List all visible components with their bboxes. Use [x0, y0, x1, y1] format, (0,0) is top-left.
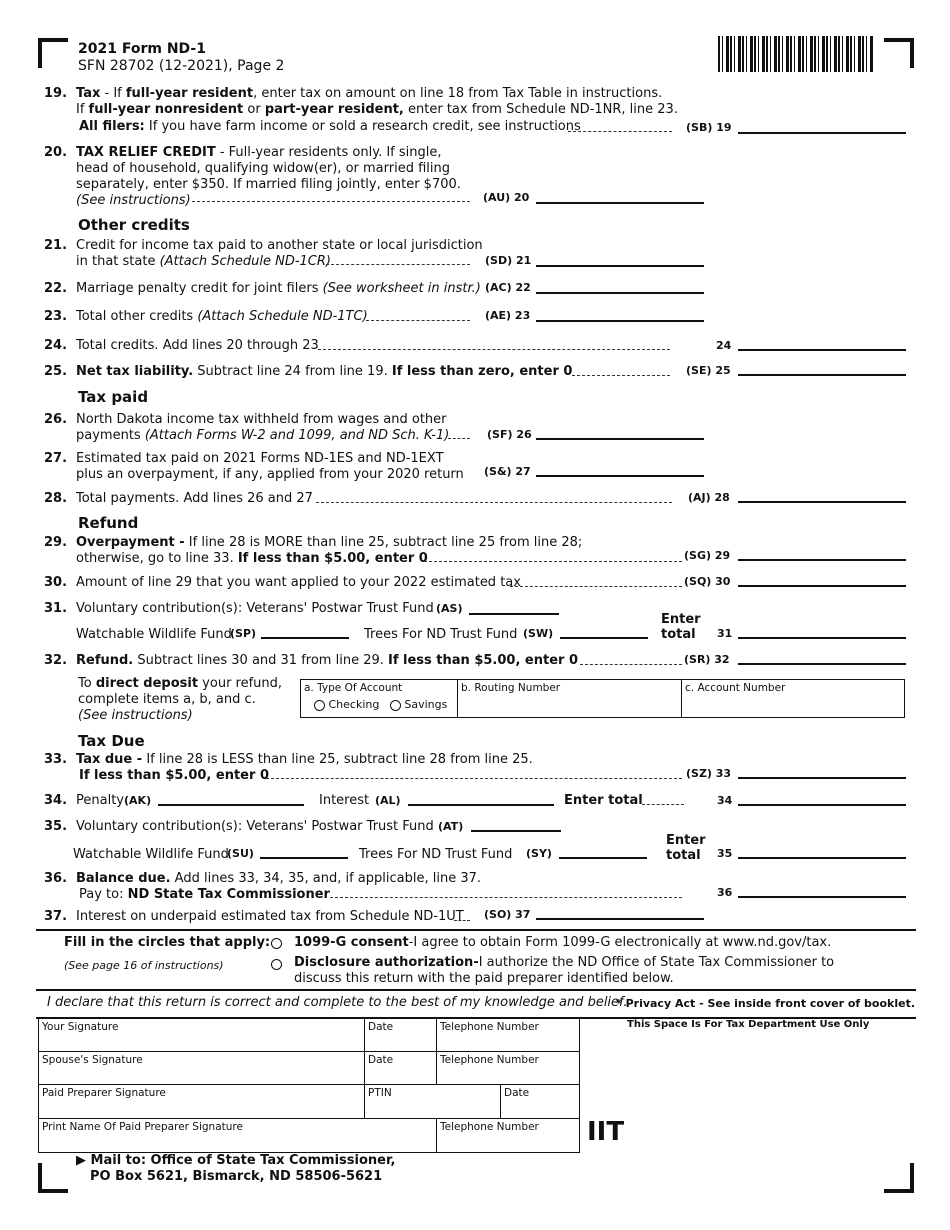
line-34-field[interactable] [738, 804, 906, 806]
line-32-text: Refund. Subtract lines 30 and 31 from line 29. If less than $5.00, enter 0 [76, 653, 579, 668]
line-number: 32. [44, 653, 68, 668]
preparer-signature-label: Paid Preparer Signature [42, 1087, 166, 1099]
checking-radio[interactable] [314, 700, 325, 711]
line-23-field[interactable] [536, 320, 704, 322]
line-code: (AU) 20 [483, 191, 530, 204]
consent-1099g-text: 1099-G consent-I agree to obtain Form 1099-G electronically at www.nd.gov/tax. [294, 935, 832, 950]
direct-deposit-label: To direct deposit your refund, complete items a, b, and c. (See instructions) [78, 676, 283, 723]
wildlife-fund-label: Watchable Wildlife Fund [73, 847, 229, 862]
line-36-text: Balance due. Add lines 33, 34, 35, and, if applicable, line 37. Pay to: ND State Tax Commissioner [76, 871, 481, 902]
date-label: Date [368, 1021, 394, 1033]
line-number: 36. [44, 871, 68, 886]
line-code: (SF) 26 [487, 428, 532, 441]
line-number: 23. [44, 309, 68, 324]
line-number: 34. [44, 793, 68, 808]
line-20-text: TAX RELIEF CREDIT - Full-year residents only. If single, head of household, qualifying widow(er), or married filing separately, enter $350. If married filing jointly, enter $700. (See instructions) [76, 145, 461, 208]
account-type-box [300, 679, 458, 718]
line-number: 30. [44, 575, 68, 590]
line-33-text: Tax due - If line 28 is LESS than line 25, subtract line 28 from line 25. If less than $5.00, enter 0 [76, 752, 533, 783]
line-number: 35. [44, 819, 68, 834]
line-29-text: Overpayment - If line 28 is MORE than line 25, subtract line 25 from line 28; otherwise, go to line 33. If less than $5.00, enter 0 [76, 535, 583, 566]
fund-code: (AL) [375, 794, 401, 807]
line-number: 31. [44, 601, 68, 616]
spouse-telephone-field[interactable] [436, 1051, 580, 1085]
fund-code: (SU) [227, 847, 254, 860]
trees-fund-field[interactable] [559, 857, 647, 859]
telephone-label: Telephone Number [440, 1121, 539, 1133]
fill-circles-label: Fill in the circles that apply: [64, 935, 271, 950]
see-instructions-note: (See page 16 of instructions) [64, 959, 224, 972]
enter-total-label: Enter total [661, 612, 701, 642]
line-19-all-filers: All filers: If you have farm income or sold a research credit, see instructions [79, 119, 581, 134]
your-date-field[interactable] [364, 1018, 437, 1052]
line-code: (S&) 27 [484, 465, 531, 478]
line-code: (AE) 23 [485, 309, 531, 322]
corner-mark [884, 1163, 914, 1193]
line-32-field[interactable] [738, 663, 906, 665]
your-signature-field[interactable] [38, 1018, 365, 1052]
line-number: 26. [44, 412, 68, 427]
line-24-field[interactable] [738, 349, 906, 351]
line-30-text: Amount of line 29 that you want applied to your 2022 estimated tax [76, 575, 521, 590]
checking-label: Checking [328, 698, 380, 711]
line-27-field[interactable] [536, 475, 704, 477]
line-22-field[interactable] [536, 292, 704, 294]
line-code: (SR) 32 [684, 653, 730, 666]
preparer-signature-field[interactable] [38, 1084, 365, 1119]
privacy-act-note: * Privacy Act - See inside front cover of booklet. [616, 997, 916, 1010]
section-heading: Tax paid [78, 388, 149, 406]
preparer-telephone-field[interactable] [436, 1118, 580, 1153]
line-26-field[interactable] [536, 438, 704, 440]
line-code: (SB) 19 [686, 121, 732, 134]
your-signature-label: Your Signature [42, 1021, 119, 1033]
your-telephone-field[interactable] [436, 1018, 580, 1052]
line-number: 37. [44, 909, 68, 924]
line-23-text: Total other credits (Attach Schedule ND-1TC) [76, 309, 368, 324]
account-number-field[interactable] [681, 679, 905, 718]
veterans-fund-field[interactable] [469, 613, 559, 615]
divider [36, 929, 916, 931]
line-code: (SZ) 33 [686, 767, 732, 780]
wildlife-fund-label: Watchable Wildlife Fund [76, 627, 232, 642]
enter-total-label: Enter total [666, 833, 706, 863]
date-label: Date [504, 1087, 530, 1099]
enter-total-label: Enter total [564, 793, 643, 808]
line-code: 34 [717, 794, 733, 807]
routing-number-field[interactable] [457, 679, 682, 718]
line-35-text: Voluntary contribution(s): Veterans' Postwar Trust Fund [76, 819, 434, 834]
telephone-label: Telephone Number [440, 1021, 539, 1033]
line-number: 28. [44, 491, 68, 506]
print-name-label: Print Name Of Paid Preparer Signature [42, 1121, 243, 1133]
line-25-field[interactable] [738, 374, 906, 376]
dept-use-note: This Space Is For Tax Department Use Only [627, 1019, 870, 1030]
line-24-text: Total credits. Add lines 20 through 23 [76, 338, 319, 353]
line-code: (AC) 22 [485, 281, 531, 294]
line-code: 35 [717, 847, 733, 860]
penalty-label: Penalty [76, 793, 124, 808]
line-22-text: Marriage penalty credit for joint filers (See worksheet in instr.) [76, 281, 481, 296]
form-title: 2021 Form ND-1 [78, 41, 206, 57]
fund-code: (SY) [526, 847, 552, 860]
line-19-text: Tax - If full-year resident, enter tax on amount on line 18 from Tax Table in instructions. If full-year nonresident or part-year resident, enter tax from Schedule ND-1NR, line 23. [76, 86, 678, 117]
fund-code: (AT) [438, 820, 464, 833]
line-number: 25. [44, 364, 68, 379]
trees-fund-label: Trees For ND Trust Fund [359, 847, 513, 862]
line-code: (SQ) 30 [684, 575, 731, 588]
line-26-text: North Dakota income tax withheld from wages and other payments (Attach Forms W-2 and 1099, and ND Sch. K-1) [76, 412, 450, 443]
fund-code: (SW) [523, 627, 554, 640]
line-36-field[interactable] [738, 896, 906, 898]
fund-code: (AK) [124, 794, 152, 807]
date-label: Date [368, 1054, 394, 1066]
line-number: 20. [44, 145, 68, 160]
line-code: (SG) 29 [684, 549, 731, 562]
line-code: (SD) 21 [485, 254, 532, 267]
preparer-date-field[interactable] [500, 1084, 580, 1119]
line-number: 27. [44, 451, 68, 466]
spouse-date-field[interactable] [364, 1051, 437, 1085]
form-subtitle: SFN 28702 (12-2021), Page 2 [78, 58, 285, 74]
interest-field[interactable] [408, 804, 554, 806]
account-number-label: c. Account Number [685, 682, 786, 694]
line-28-text: Total payments. Add lines 26 and 27 [76, 491, 313, 506]
line-number: 22. [44, 281, 68, 296]
veterans-fund-field[interactable] [471, 830, 561, 832]
line-number: 24. [44, 338, 68, 353]
corner-mark [884, 38, 914, 68]
corner-mark [38, 1163, 68, 1193]
line-code: (SO) 37 [484, 908, 531, 921]
savings-label: Savings [404, 698, 448, 711]
corner-mark [38, 38, 68, 68]
fund-code: (SP) [230, 627, 257, 640]
disclosure-radio[interactable] [271, 957, 282, 972]
line-21-field[interactable] [536, 265, 704, 267]
fund-code: (AS) [436, 602, 463, 615]
line-number: 33. [44, 752, 68, 767]
barcode [718, 36, 874, 72]
divider [36, 989, 916, 991]
line-37-field[interactable] [536, 918, 704, 920]
interest-label: Interest [319, 793, 370, 808]
line-code: (SE) 25 [686, 364, 731, 377]
telephone-label: Telephone Number [440, 1054, 539, 1066]
line-19-field[interactable] [738, 132, 906, 134]
line-number: 19. [44, 86, 68, 101]
trees-fund-label: Trees For ND Trust Fund [364, 627, 518, 642]
line-31-field[interactable] [738, 637, 906, 639]
ptin-field[interactable] [364, 1084, 501, 1119]
line-code: 36 [717, 886, 733, 899]
disclosure-text: Disclosure authorization-I authorize the ND Office of State Tax Commissioner to discuss this return with the paid preparer identified below. [294, 955, 835, 986]
consent-1099g-radio[interactable] [271, 936, 282, 951]
line-code: 24 [716, 339, 732, 352]
line-33-field[interactable] [738, 777, 906, 779]
line-27-text: Estimated tax paid on 2021 Forms ND-1ES and ND-1EXT plus an overpayment, if any, applied from your 2020 return [76, 451, 464, 482]
spouse-signature-field[interactable] [38, 1051, 365, 1085]
line-number: 21. [44, 238, 68, 253]
iit-code: IIT [587, 1117, 625, 1147]
line-code: (AJ) 28 [688, 491, 730, 504]
line-29-field[interactable] [738, 559, 906, 561]
preparer-print-name-field[interactable] [38, 1118, 437, 1153]
ptin-label: PTIN [368, 1087, 392, 1099]
section-heading: Other credits [78, 216, 190, 234]
line-20-field[interactable] [536, 202, 704, 204]
section-heading: Tax Due [78, 732, 145, 750]
line-25-text: Net tax liability. Subtract line 24 from line 19. If less than zero, enter 0 [76, 364, 573, 379]
line-28-field[interactable] [738, 501, 906, 503]
trees-fund-field[interactable] [560, 637, 648, 639]
line-number: 29. [44, 535, 68, 550]
account-type-label: a. Type Of Account [304, 682, 403, 694]
declaration-text: I declare that this return is correct and complete to the best of my knowledge and belief. [47, 995, 628, 1010]
line-21-text: Credit for income tax paid to another state or local jurisdiction in that state (Attach Schedule ND-1CR) [76, 238, 483, 269]
routing-number-label: b. Routing Number [461, 682, 561, 694]
line-code: 31 [717, 627, 733, 640]
wildlife-fund-field[interactable] [260, 857, 348, 859]
penalty-field[interactable] [158, 804, 304, 806]
savings-radio[interactable] [390, 700, 401, 711]
wildlife-fund-field[interactable] [261, 637, 349, 639]
spouse-signature-label: Spouse's Signature [42, 1054, 143, 1066]
line-37-text: Interest on underpaid estimated tax from Schedule ND-1UT [76, 909, 464, 924]
section-heading: Refund [78, 514, 139, 532]
line-35-field[interactable] [738, 857, 906, 859]
line-31-text: Voluntary contribution(s): Veterans' Postwar Trust Fund [76, 601, 434, 616]
mail-to-address: ▶ Mail to: Office of State Tax Commissioner, PO Box 5621, Bismarck, ND 58506-5621 [76, 1153, 396, 1184]
line-30-field[interactable] [738, 585, 906, 587]
